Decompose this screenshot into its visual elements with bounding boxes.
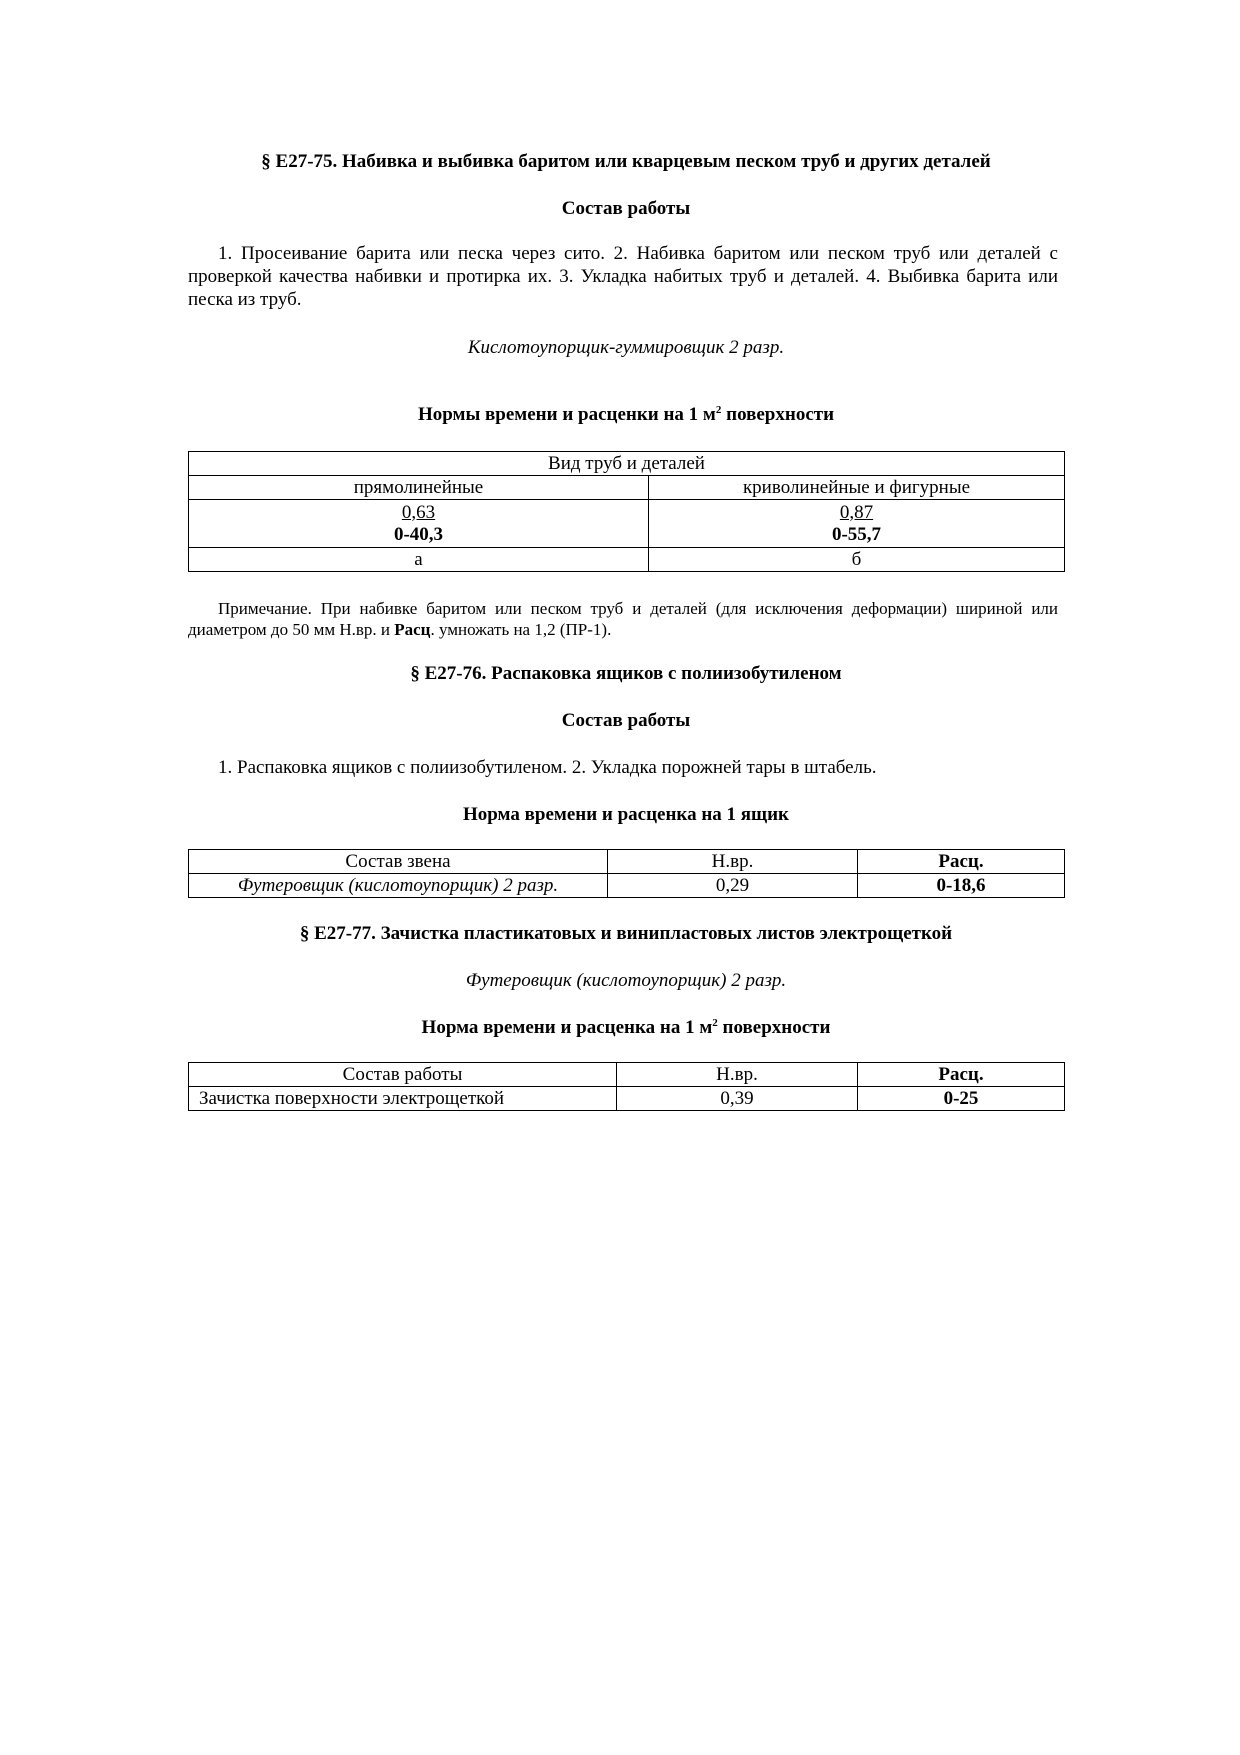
table-column-letter: а: [189, 548, 649, 572]
table-cell: 0,39: [617, 1087, 858, 1111]
table-col-header: Н.вр.: [608, 850, 858, 874]
section-e27-75-worker: Кислотоупорщик-гуммировщик 2 разр.: [467, 337, 785, 358]
table-cell: Футеровщик (кислотоупорщик) 2 разр.: [189, 874, 608, 898]
section-e27-76-norms-heading: Норма времени и расценка на 1 ящик: [463, 804, 789, 825]
table-cell: [189, 500, 649, 548]
section-e27-77-title: § Е27-77. Зачистка пластикатовых и винипластовых листов электрощеткой: [299, 923, 953, 944]
table-cell: 0-25: [858, 1087, 1065, 1111]
norm-time: 0,87: [839, 501, 874, 523]
table-e27-76: [188, 849, 1065, 898]
rate: 0-55,7: [831, 523, 882, 545]
table-row: [189, 1087, 1065, 1111]
table-row: [189, 874, 1065, 898]
table-col-header: прямолинейные: [189, 476, 649, 500]
table-col-header: Расц.: [858, 850, 1065, 874]
table-col-header: Расц.: [858, 1063, 1065, 1087]
table-col-header: криволинейные и фигурные: [649, 476, 1065, 500]
table-cell: 0,29: [608, 874, 858, 898]
table-cell: Зачистка поверхности электрощеткой: [189, 1087, 617, 1111]
rate: 0-40,3: [393, 523, 444, 545]
section-e27-75-note: Примечание. При набивке баритом или песком труб и деталей (для исключения деформации) шириной или диаметром до 50 мм Н.вр. и Расц. умножать на 1,2 (ПР-1).: [188, 599, 1058, 639]
table-col-header: Состав работы: [189, 1063, 617, 1087]
section-e27-76-title: § Е27-76. Распаковка ящиков с полиизобутиленом: [410, 663, 842, 684]
table-e27-77: [188, 1062, 1065, 1111]
table-e27-75: [188, 451, 1065, 572]
table-cell: 0-18,6: [858, 874, 1065, 898]
table-column-letter: б: [649, 548, 1065, 572]
section-e27-75-norms-heading: Нормы времени и расценки на 1 $м^2$ поверхности: [417, 404, 835, 425]
table-cell: [649, 500, 1065, 548]
section-e27-75-work-text: 1. Просеивание барита или песка через сито. 2. Набивка баритом или песком труб или деталей с проверкой качества набивки и протирка их. 3. Укладка набитых труб и деталей. 4. Выбивка барита или песка из труб.: [188, 243, 1058, 310]
section-e27-75-title: § Е27-75. Набивка и выбивка баритом или кварцевым песком труб и других деталей: [261, 151, 991, 172]
section-e27-76-work-heading: Состав работы: [561, 710, 691, 731]
section-e27-77-worker: Футеровщик (кислотоупорщик) 2 разр.: [465, 970, 787, 991]
table-col-header: Н.вр.: [617, 1063, 858, 1087]
section-e27-76-work-text: 1. Распаковка ящиков с полиизобутиленом. 2. Укладка порожней тары в штабель.: [218, 757, 877, 778]
norm-time: 0,63: [401, 501, 436, 523]
table-group-header: Вид труб и деталей: [189, 452, 1065, 476]
section-e27-75-work-heading: Состав работы: [561, 198, 691, 219]
table-col-header: Состав звена: [189, 850, 608, 874]
section-e27-77-norms-heading: Норма времени и расценка на 1 $м^2$ поверхности: [421, 1017, 831, 1038]
